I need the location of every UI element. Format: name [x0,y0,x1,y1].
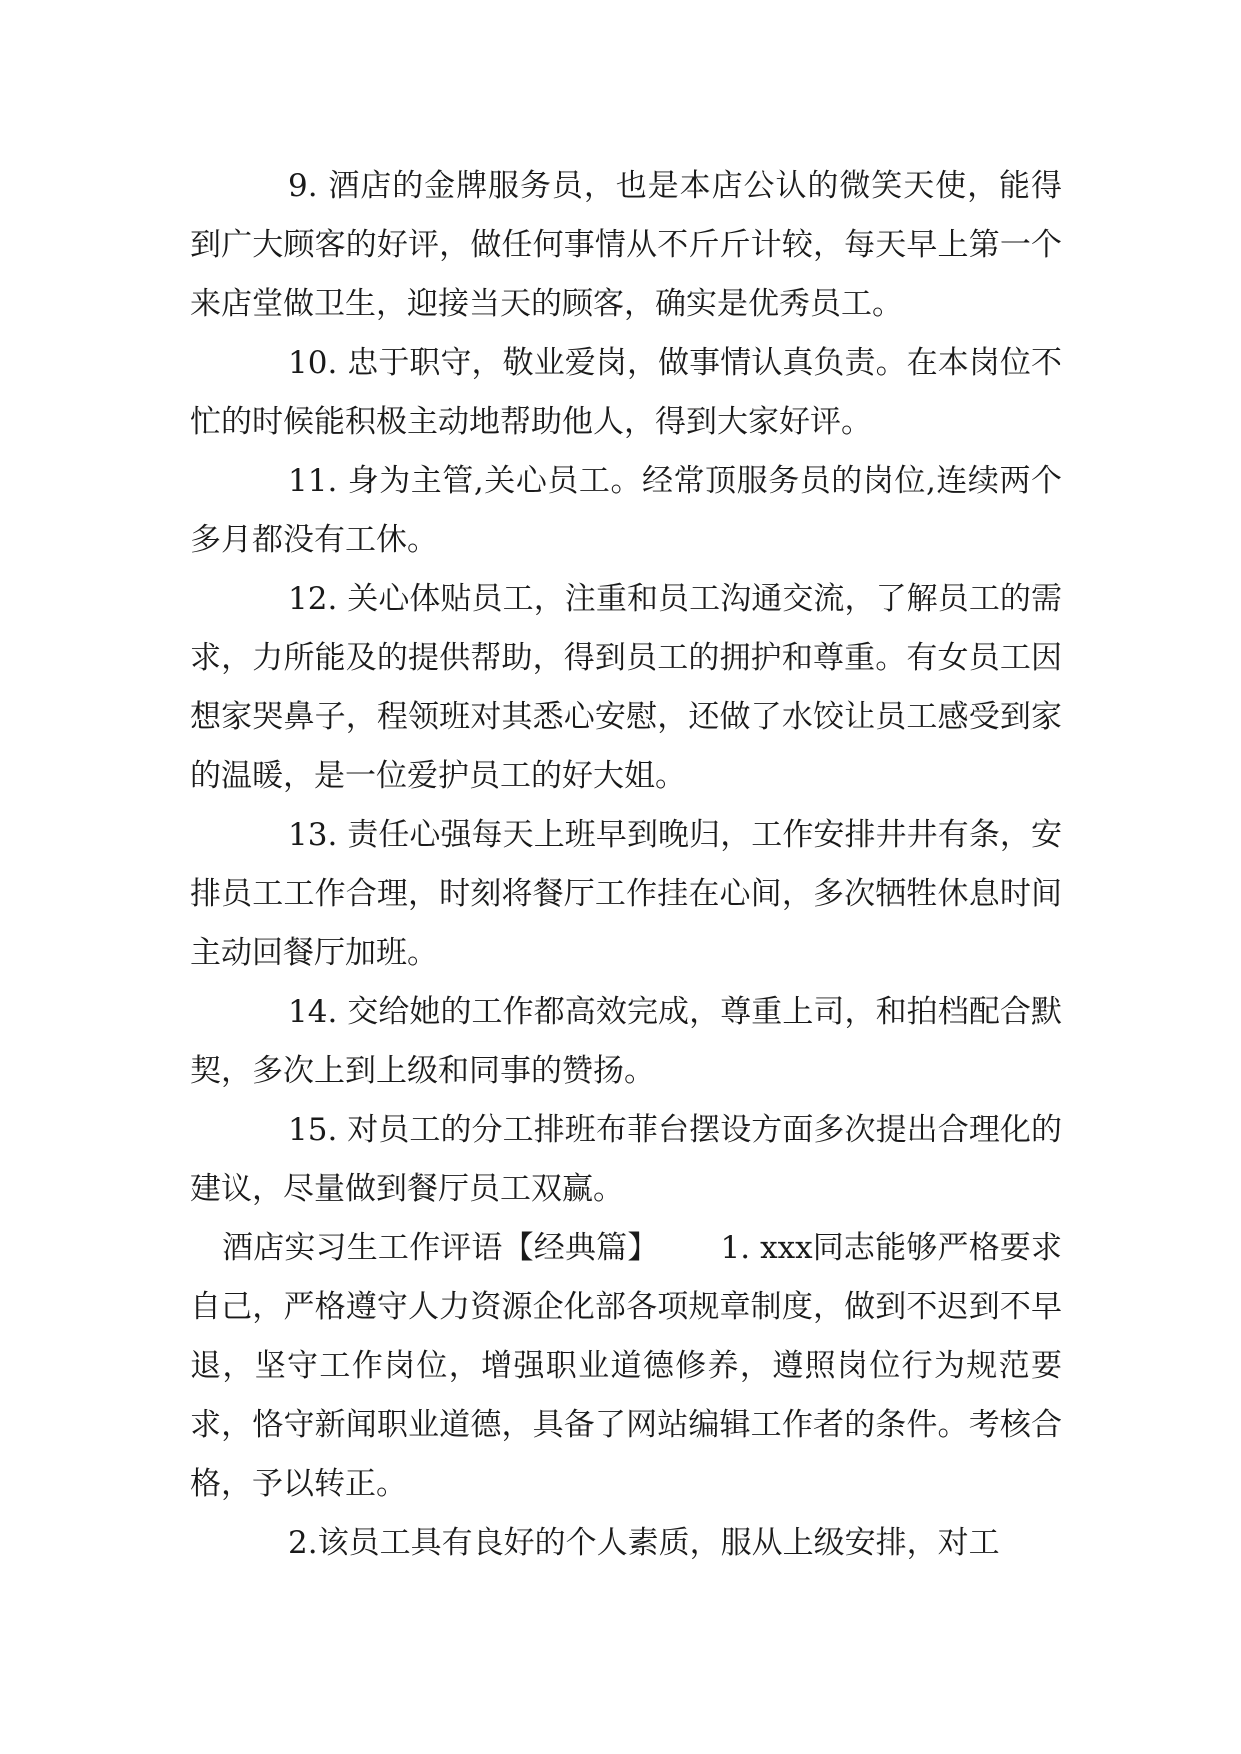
paragraph-item-12: 12. 关心体贴员工，注重和员工沟通交流，了解员工的需求，力所能及的提供帮助，得到员工的拥护和尊重。有女员工因想家哭鼻子，程领班对其悉心安慰，还做了水饺让员工感受到家的温暖，是一位爱护员工的好大姐。 [190,581,1062,794]
paragraph-item-2: 2.该员工具有良好的个人素质，服从上级安排，对工 [288,1525,1000,1561]
document-body [190,157,1062,1573]
section-first-item: 1. xxx同志能够严格要求自己，严格遵守人力资源企化部各项规章制度，做到不迟到不早退，坚守工作岗位，增强职业道德修养，遵照岗位行为规范要求，恪守新闻职业道德，具备了网站编辑工作者的条件。考核合格，予以转正。 [190,1230,1062,1502]
section-heading: 酒店实习生工作评语【经典篇】 [222,1230,659,1266]
paragraph-item-15: 15. 对员工的分工排班布菲台摆设方面多次提出合理化的建议，尽量做到餐厅员工双赢。 [190,1112,1062,1207]
section-paragraph [190,1219,1062,1514]
paragraph-item-10: 10. 忠于职守，敬业爱岗，做事情认真负责。在本岗位不忙的时候能积极主动地帮助他人，得到大家好评。 [190,345,1062,440]
paragraph-item-13: 13. 责任心强每天上班早到晚归，工作安排井井有条，安排员工工作合理，时刻将餐厅工作挂在心间，多次牺牲休息时间主动回餐厅加班。 [190,817,1062,971]
paragraph-item-11: 11. 身为主管,关心员工。经常顶服务员的岗位,连续两个多月都没有工休。 [190,463,1062,558]
paragraph-item-14: 14. 交给她的工作都高效完成，尊重上司，和拍档配合默契，多次上到上级和同事的赞扬。 [190,994,1062,1089]
paragraph-item-9: 9. 酒店的金牌服务员，也是本店公认的微笑天使，能得到广大顾客的好评，做任何事情从不斤斤计较，每天早上第一个来店堂做卫生，迎接当天的顾客，确实是优秀员工。 [190,168,1062,322]
